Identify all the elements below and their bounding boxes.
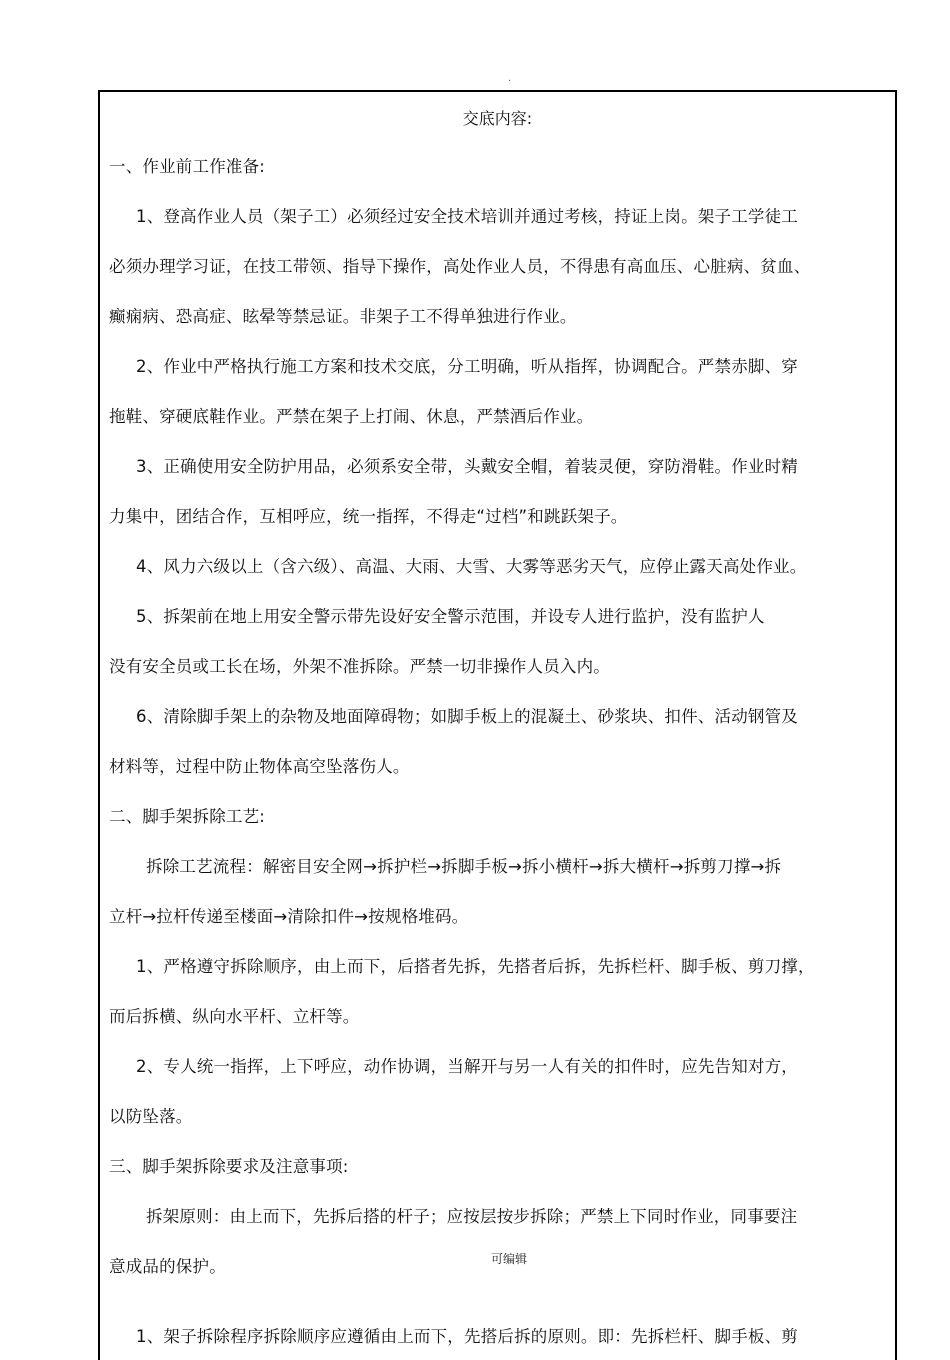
content-line: 2、作业中严格执行施工方案和技术交底，分工明确，听从指挥，协调配合。严禁赤脚、穿	[136, 357, 798, 376]
top-mark: .	[508, 73, 512, 84]
content-line: 二、脚手架拆除工艺:	[109, 807, 266, 826]
content-line: 6、清除脚手架上的杂物及地面障碍物；如脚手板上的混凝土、砂浆块、扣件、活动钢管及	[136, 707, 798, 726]
content-line: 癫痫病、恐高症、眩晕等禁忌证。非架子工不得单独进行作业。	[109, 307, 577, 326]
content-line: 必须办理学习证，在技工带领、指导下操作，高处作业人员，不得患有高血压、心脏病、贫血、	[109, 257, 811, 276]
content-line: 1、严格遵守拆除顺序，由上而下，后搭者先拆，先搭者后拆，先拆栏杆、脚手板、剪刀撑，	[136, 957, 815, 976]
content-line: 一、作业前工作准备:	[109, 157, 266, 176]
content-line: 意成品的保护。	[109, 1257, 226, 1276]
content-line: 1、登高作业人员（架子工）必须经过安全技术培训并通过考核，持证上岗。架子工学徒工	[136, 207, 798, 226]
content-line: 4、风力六级以上（含六级）、高温、大雨、大雪、大雾等恶劣天气，应停止露天高处作业。	[136, 557, 807, 576]
content-line: 拆除工艺流程：解密目安全网→拆护栏→拆脚手板→拆小横杆→拆大横杆→拆剪刀撑→拆	[146, 857, 782, 876]
content-line: 材料等，过程中防止物体高空坠落伤人。	[109, 757, 410, 776]
content-line: 以防坠落。	[109, 1107, 193, 1126]
disclosure-table-frame	[98, 90, 897, 1360]
disclosure-heading: 交底内容:	[462, 109, 533, 128]
content-line: 立杆→拉杆传递至楼面→清除扣件→按规格堆码。	[109, 907, 469, 926]
content-line: 1、架子拆除程序拆除顺序应遵循由上而下，先搭后拆的原则。即：先拆栏杆、脚手板、剪	[136, 1327, 798, 1346]
content-line: 拖鞋、穿硬底鞋作业。严禁在架子上打闹、休息，严禁酒后作业。	[109, 407, 594, 426]
content-line: 2、专人统一指挥，上下呼应，动作协调，当解开与另一人有关的扣件时，应先告知对方，	[136, 1057, 798, 1076]
content-line: 拆架原则：由上而下，先拆后搭的杆子；应按层按步拆除；严禁上下同时作业，同事要注	[146, 1207, 798, 1226]
content-line: 5、拆架前在地上用安全警示带先设好安全警示范围，并设专人进行监护，没有监护人	[136, 607, 765, 626]
content-line: 三、脚手架拆除要求及注意事项:	[109, 1157, 349, 1176]
content-line: 没有安全员或工长在场，外架不准拆除。严禁一切非操作人员入内。	[109, 657, 610, 676]
content-line: 力集中，团结合作，互相呼应，统一指挥，不得走“过档”和跳跃架子。	[109, 507, 628, 526]
content-line: 3、正确使用安全防护用品，必须系安全带，头戴安全帽，着装灵便，穿防滑鞋。作业时精	[136, 457, 798, 476]
content-line: 而后拆横、纵向水平杆、立杆等。	[109, 1007, 360, 1026]
editable-watermark: 可编辑	[491, 1252, 528, 1266]
